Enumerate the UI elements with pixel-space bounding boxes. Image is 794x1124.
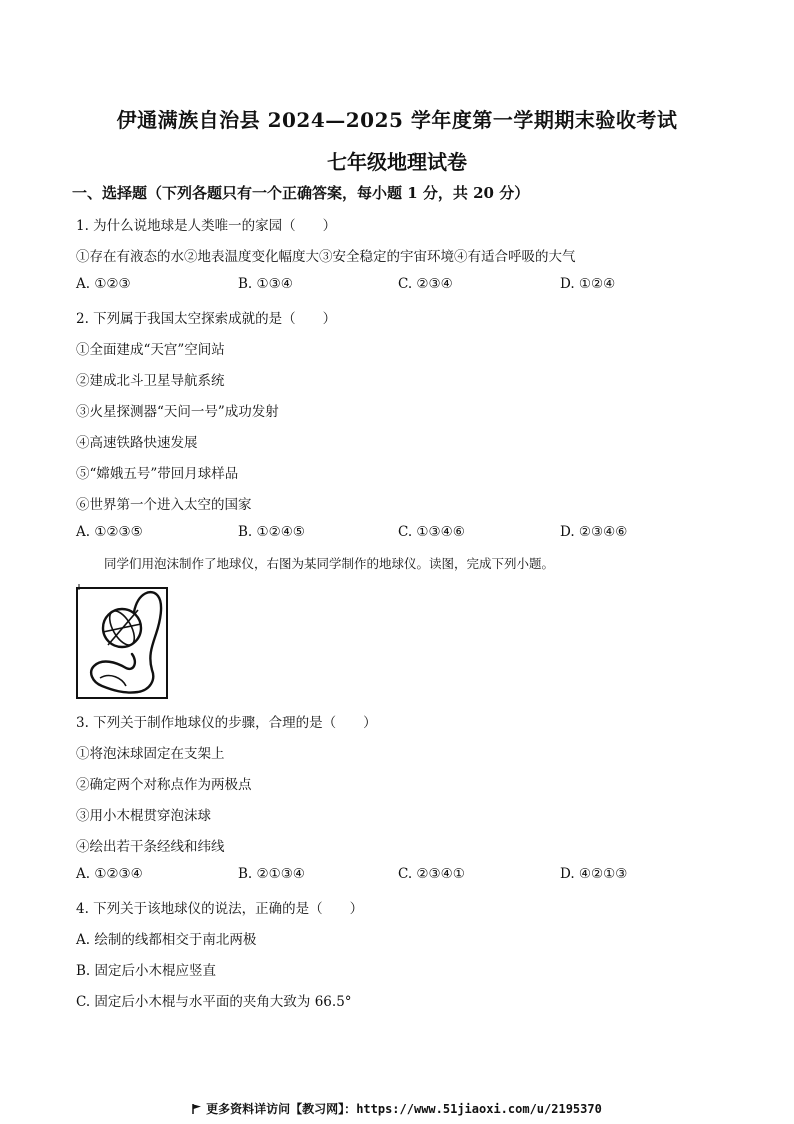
- question-3-option-a: A. ①②③④: [76, 866, 143, 882]
- footer-prefix: 更多资料详访问【教习网】：: [206, 1102, 357, 1116]
- question-2-option-b: B. ①②④⑤: [238, 524, 305, 540]
- question-2-item-3: ③火星探测器“天问一号”成功发射: [76, 404, 279, 420]
- material-intro: 同学们用泡沫制作了地球仪，右图为某同学制作的地球仪。读图，完成下列小题。: [104, 556, 555, 571]
- footer-link[interactable]: https://www.51jiaoxi.com/u/2195370: [356, 1102, 602, 1116]
- question-2-item-2: ②建成北斗卫星导航系统: [76, 373, 225, 389]
- question-3-stem: 3. 下列关于制作地球仪的步骤，合理的是（ ）: [76, 715, 377, 731]
- question-2-item-4: ④高速铁路快速发展: [76, 435, 198, 451]
- question-4-stem: 4. 下列关于该地球仪的说法，正确的是（ ）: [76, 901, 364, 917]
- question-2-option-c: C. ①③④⑥: [398, 524, 465, 540]
- question-2-option-d: D. ②③④⑥: [560, 524, 628, 540]
- question-4-option-b: B. 固定后小木棍应竖直: [76, 963, 217, 979]
- question-2-item-1: ①全面建成“天宫”空间站: [76, 342, 225, 358]
- section-heading: 一、选择题（下列各题只有一个正确答案，每小题 1 分，共 20 分）: [72, 184, 530, 202]
- question-3-option-c: C. ②③④①: [398, 866, 465, 882]
- flag-icon: [192, 1104, 202, 1114]
- question-3-item-1: ①将泡沫球固定在支架上: [76, 746, 225, 762]
- question-1-option-c: C. ②③④: [398, 276, 453, 292]
- question-4-option-a: A. 绘制的线都相交于南北两极: [76, 932, 257, 948]
- question-2-stem: 2. 下列属于我国太空探索成就的是（ ）: [76, 311, 337, 327]
- question-3-item-3: ③用小木棍贯穿泡沫球: [76, 808, 211, 824]
- question-2-option-a: A. ①②③⑤: [76, 524, 143, 540]
- question-1-stem: 1. 为什么说地球是人类唯一的家园（ ）: [76, 218, 337, 234]
- question-1-option-b: B. ①③④: [238, 276, 293, 292]
- globe-model-figure: [76, 582, 168, 700]
- question-4-option-c: C. 固定后小木棍与水平面的夹角大致为 66.5°: [76, 994, 352, 1010]
- question-1-option-a: A. ①②③: [76, 276, 131, 292]
- question-2-item-5: ⑤“嫦娥五号”带回月球样品: [76, 466, 239, 482]
- exam-title: 伊通满族自治县 2024—2025 学年度第一学期期末验收考试: [116, 108, 678, 132]
- question-1-option-d: D. ①②④: [560, 276, 616, 292]
- question-3-option-d: D. ④②①③: [560, 866, 628, 882]
- question-3-item-4: ④绘出若干条经线和纬线: [76, 839, 225, 855]
- exam-subtitle: 七年级地理试卷: [327, 150, 467, 174]
- question-1-statements: ①存在有液态的水②地表温度变化幅度大③安全稳定的宇宙环境④有适合呼吸的大气: [76, 249, 576, 265]
- footer: [0, 1100, 794, 1117]
- question-3-item-2: ②确定两个对称点作为两极点: [76, 777, 252, 793]
- question-2-item-6: ⑥世界第一个进入太空的国家: [76, 497, 252, 513]
- question-3-option-b: B. ②①③④: [238, 866, 305, 882]
